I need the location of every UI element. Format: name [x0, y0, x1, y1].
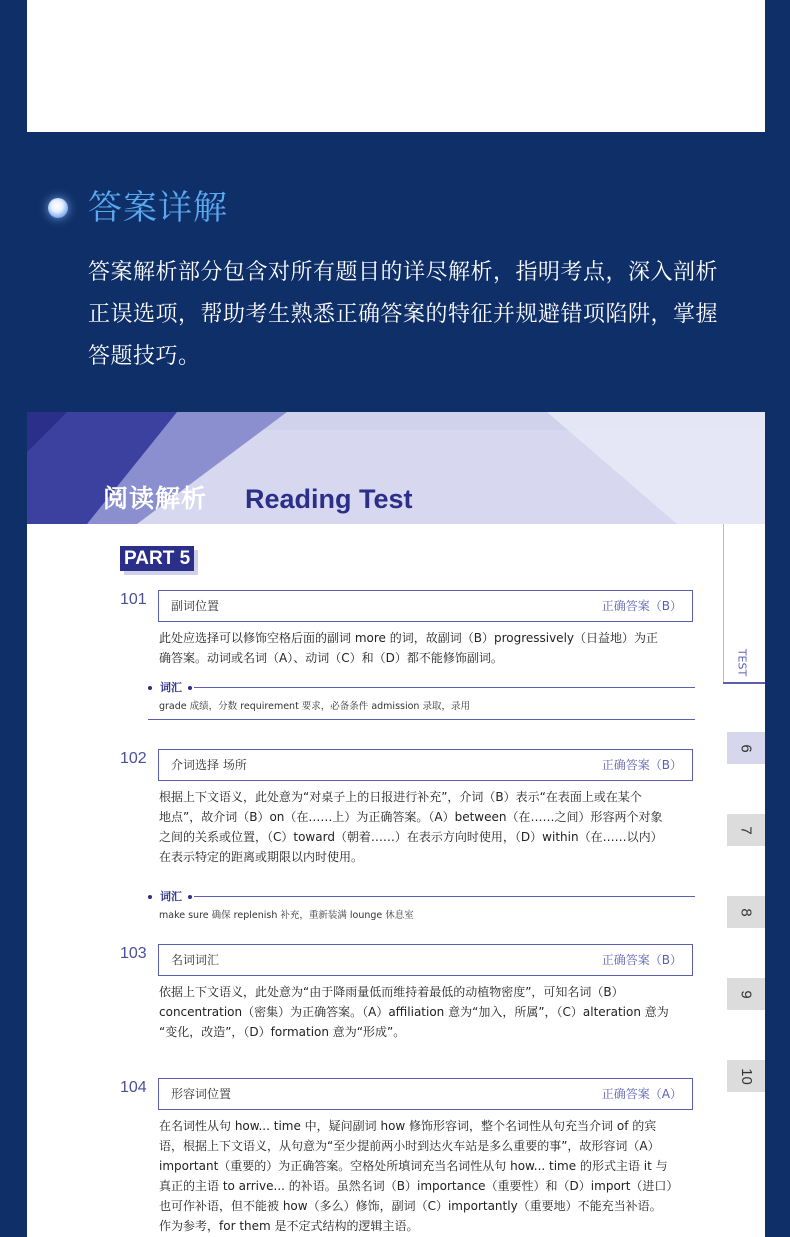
explanation [159, 628, 699, 668]
explanation-line: 也可作补语，但不能被 how（多么）修饰，副词（C）importantly（重要地）不能充当补语。 [159, 1199, 662, 1213]
question-topic: 形容词位置 [171, 1087, 232, 1101]
question-block [120, 749, 695, 919]
question-number: 102 [120, 750, 147, 767]
tab-test-6[interactable] [727, 732, 765, 764]
question-number: 103 [120, 945, 147, 962]
vocab-words: make sure 确保 replenish 补充，重新装满 lounge 休息室 [159, 910, 414, 921]
question-header-box [158, 749, 693, 781]
vocab-rule [194, 687, 695, 688]
explanation [159, 1116, 699, 1236]
explanation-line: 在表示特定的距离或期限以内时使用。 [159, 850, 364, 864]
document-page [27, 412, 765, 1237]
question-number: 104 [120, 1079, 147, 1096]
vocab-dot-icon [148, 686, 152, 690]
tab-test-8[interactable] [727, 896, 765, 928]
vocab-label: 词汇 [160, 681, 182, 694]
tab-label: 9 [737, 989, 755, 999]
explanation-line: important（重要的）为正确答案。空格处所填词充当名词性从句 how... time 的形式主语 it 与 [159, 1159, 668, 1173]
explanation-line: 真正的主语 to arrive... 的补语。虽然名词（B）importance（重要性）和（D）import（进口） [159, 1179, 679, 1193]
question-header-box [158, 590, 693, 622]
explanation-line: 根据上下文语义，此处意为“对桌子上的日报进行补充”，介词（B）表示“在表面上或在某个 [159, 790, 642, 804]
vocab-dot-icon [188, 895, 192, 899]
correct-answer: 正确答案（A） [601, 1087, 682, 1101]
question-topic: 介词选择 场所 [171, 758, 247, 772]
vocab-words: grade 成绩，分数 requirement 要求，必备条件 admission 录取，录用 [159, 701, 470, 712]
vocab-header [148, 680, 695, 696]
bullet-dot-icon [48, 198, 68, 218]
explanation-line: 地点”，故介词（B）on（在……上）为正确答案。（A）between（在……之间）形容两个对象 [159, 810, 663, 824]
correct-answer: 正确答案（B） [601, 953, 682, 967]
tab-label: 6 [737, 743, 755, 753]
correct-answer: 正确答案（B） [601, 758, 682, 772]
explanation-line: 此处应选择可以修饰空格后面的副词 more 的词，故副词（B）progressively（日益地）为正 [159, 631, 659, 645]
banner-chinese-title: 阅读解析 [103, 484, 208, 513]
question-block [120, 944, 695, 1049]
part-label: PART 5 [120, 546, 194, 571]
top-card [27, 0, 765, 132]
explanation [159, 982, 699, 1042]
explanation-line: 语，根据上下文语义，从句意为“至少提前两小时到达火车站是多么重要的事”，故形容词（A） [159, 1139, 660, 1153]
question-header-box [158, 944, 693, 976]
vocab-dot-icon [188, 686, 192, 690]
tab-label: 7 [737, 825, 755, 835]
explanation-line: “变化，改造”，（D）formation 意为“形成”。 [159, 1025, 406, 1039]
tab-test-9[interactable] [727, 978, 765, 1010]
vocab-header [148, 889, 695, 905]
section-intro: 答案解析部分包含对所有题目的详尽解析，指明考点，深入剖析正误选项，帮助考生熟悉正确答案的特征并规避错项陷阱，掌握答题技巧。 [88, 260, 719, 369]
question-block [120, 1078, 695, 1237]
explanation-line: 在名词性从句 how... time 中，疑问副词 how 修饰形容词，整个名词性从句充当介词 of 的宾 [159, 1119, 657, 1133]
test-side-label [723, 648, 765, 684]
explanation [159, 787, 699, 867]
explanation-line: 依据上下文语义，此处意为“由于降雨量低而维持着最低的动植物密度”，可知名词（B） [159, 985, 624, 999]
test-side-text: TEST [735, 648, 749, 677]
explanation-line: 确答案。动词或名词（A）、动词（C）和（D）都不能修饰副词。 [159, 651, 503, 665]
reading-banner [27, 412, 765, 524]
tab-test-10[interactable] [727, 1060, 765, 1092]
question-block [120, 590, 695, 725]
explanation-line: 之间的关系或位置，（C）toward（朝着……）在表示方向时使用，（D）within（在……以内） [159, 830, 663, 844]
question-header-box [158, 1078, 693, 1110]
question-topic: 副词位置 [171, 599, 220, 613]
question-topic: 名词词汇 [171, 953, 220, 967]
explanation-line: 作为参考，for them 是不定式结构的逻辑主语。 [159, 1219, 419, 1233]
tab-test-7[interactable] [727, 814, 765, 846]
correct-answer: 正确答案（B） [601, 599, 682, 613]
tab-label: 10 [737, 1067, 755, 1085]
vocab-label: 词汇 [160, 890, 182, 903]
banner-english-title: Reading Test [245, 484, 413, 514]
vocab-underline [148, 719, 695, 720]
vocab-dot-icon [148, 895, 152, 899]
question-number: 101 [120, 591, 147, 608]
explanation-line: concentration（密集）为正确答案。（A）affiliation 意为“加入，所属”，（C）alteration 意为 [159, 1005, 669, 1019]
section-title: 答案详解 [88, 188, 228, 228]
tab-label: 8 [737, 907, 755, 917]
vocab-rule [194, 896, 695, 897]
